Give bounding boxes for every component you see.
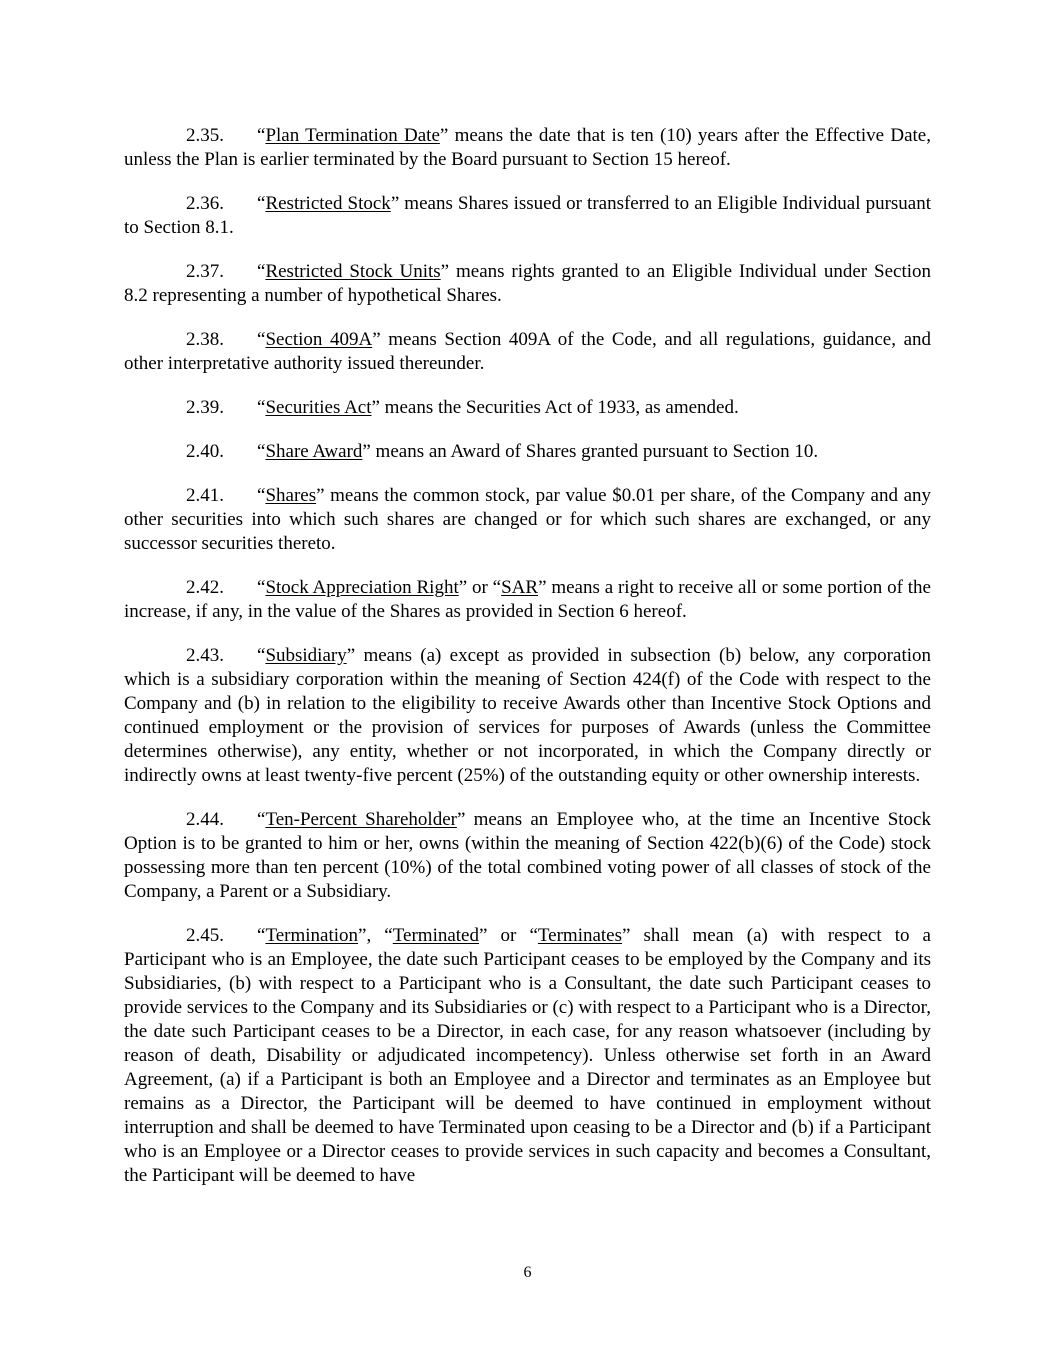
- definition-text: ” or “: [458, 577, 502, 598]
- definition-text: ” means an Employee who, at the time an Incentive Stock Option is to be granted to him or her, owns (within the meaning of Section 422(b)(6) of the Code) stock possessing more than ten percent (10%) of the total combined voting power of all classes of stock of the Company, a Parent or a Subsidiary.: [124, 809, 931, 902]
- section-number: 2.43.: [186, 645, 224, 666]
- defined-term: Stock Appreciation Right: [265, 577, 459, 598]
- definition-paragraph: [124, 808, 931, 904]
- document-page: [124, 124, 931, 1208]
- defined-term: Restricted Stock Units: [265, 261, 441, 282]
- definition-text: “: [257, 441, 266, 462]
- definition-paragraph: [124, 644, 931, 788]
- section-number: 2.38.: [186, 329, 224, 350]
- definition-text: “: [257, 925, 266, 946]
- defined-term: Share Award: [265, 441, 363, 462]
- definition-paragraph: [124, 924, 931, 1188]
- section-number: 2.37.: [186, 261, 224, 282]
- definition-text: “: [257, 193, 266, 214]
- page-number: 6: [523, 1264, 532, 1281]
- section-number: 2.35.: [186, 125, 224, 146]
- definitions-list: [124, 124, 931, 1188]
- defined-term: Termination: [265, 925, 359, 946]
- defined-term: Terminated: [392, 925, 479, 946]
- definition-text: “: [257, 485, 266, 506]
- section-number: 2.39.: [186, 397, 224, 418]
- section-number: 2.36.: [186, 193, 224, 214]
- defined-term: Plan Termination Date: [265, 125, 440, 146]
- defined-term: Shares: [265, 485, 317, 506]
- definition-text: ” means (a) except as provided in subsection (b) below, any corporation which is a subsidiary corporation within the meaning of Section 424(f) of the Code with respect to the Company and (b) in relation to the eligibility to receive Awards other than Incentive Stock Options and continued employment or the provision of services for purposes of Awards (unless the Committee determines otherwise), any entity, whether or not incorporated, in which the Company directly or indirectly owns at least twenty-five percent (25%) of the outstanding equity or other ownership interests.: [124, 645, 931, 786]
- definition-text: “: [257, 577, 266, 598]
- definition-text: “: [257, 397, 266, 418]
- definition-paragraph: [124, 396, 931, 420]
- defined-term: Ten-Percent Shareholder: [265, 809, 457, 830]
- definition-text: ” means an Award of Shares granted pursuant to Section 10.: [362, 441, 819, 462]
- definition-text: ” means the Securities Act of 1933, as amended.: [371, 397, 739, 418]
- definition-paragraph: [124, 192, 931, 240]
- defined-term: Terminates: [537, 925, 623, 946]
- definition-text: ” means Section 409A of the Code, and all regulations, guidance, and other interpretative authority issued thereunder.: [124, 329, 931, 374]
- definition-text: ” means rights granted to an Eligible Individual under Section 8.2 representing a number of hypothetical Shares.: [124, 261, 931, 306]
- definition-text: “: [257, 809, 266, 830]
- definition-text: “: [257, 125, 266, 146]
- definition-text: ” means a right to receive all or some portion of the increase, if any, in the value of the Shares as provided in Section 6 hereof.: [124, 577, 931, 622]
- definition-text: ” means the date that is ten (10) years after the Effective Date, unless the Plan is earlier terminated by the Board pursuant to Section 15 hereof.: [124, 125, 931, 170]
- definition-paragraph: [124, 260, 931, 308]
- section-number: 2.42.: [186, 577, 224, 598]
- defined-term: SAR: [501, 577, 539, 598]
- definition-text: ” means the common stock, par value $0.01 per share, of the Company and any other securities into which such shares are changed or for which such shares are exchanged, or any successor securities thereto.: [124, 485, 931, 554]
- definition-text: “: [257, 645, 266, 666]
- definition-paragraph: [124, 124, 931, 172]
- definition-text: ”, “: [358, 925, 393, 946]
- definition-text: ” shall mean (a) with respect to a Participant who is an Employee, the date such Participant ceases to be employed by the Company and its Subsidiaries, (b) with respect to a Participant who is a Consultant, the date such Participant ceases to provide services to the Company and its Subsidiaries or (c) with respect to a Participant who is a Director, the date such Participant ceases to be a Director, in each case, for any reason whatsoever (including by reason of death, Disability or adjudicated incompetency). Unless otherwise set forth in an Award Agreement, (a) if a Participant is both an Employee and a Director and terminates as an Employee but remains as a Director, the Participant will be deemed to have continued in employment without interruption and shall be deemed to have Terminated upon ceasing to be a Director and (b) if a Participant who is an Employee or a Director ceases to provide services in such capacity and becomes a Consultant, the Participant will be deemed to have: [124, 925, 931, 1186]
- defined-term: Section 409A: [265, 329, 373, 350]
- definition-paragraph: [124, 328, 931, 376]
- section-number: 2.40.: [186, 441, 224, 462]
- defined-term: Subsidiary: [265, 645, 347, 666]
- defined-term: Securities Act: [265, 397, 372, 418]
- defined-term: Restricted Stock: [265, 193, 391, 214]
- section-number: 2.44.: [186, 809, 224, 830]
- definition-text: “: [257, 329, 266, 350]
- definition-paragraph: [124, 440, 931, 464]
- definition-paragraph: [124, 484, 931, 556]
- definition-text: “: [257, 261, 266, 282]
- definition-text: ” or “: [479, 925, 538, 946]
- definition-paragraph: [124, 576, 931, 624]
- section-number: 2.41.: [186, 485, 224, 506]
- definition-text: ” means Shares issued or transferred to an Eligible Individual pursuant to Section 8.1.: [124, 193, 931, 238]
- section-number: 2.45.: [186, 925, 224, 946]
